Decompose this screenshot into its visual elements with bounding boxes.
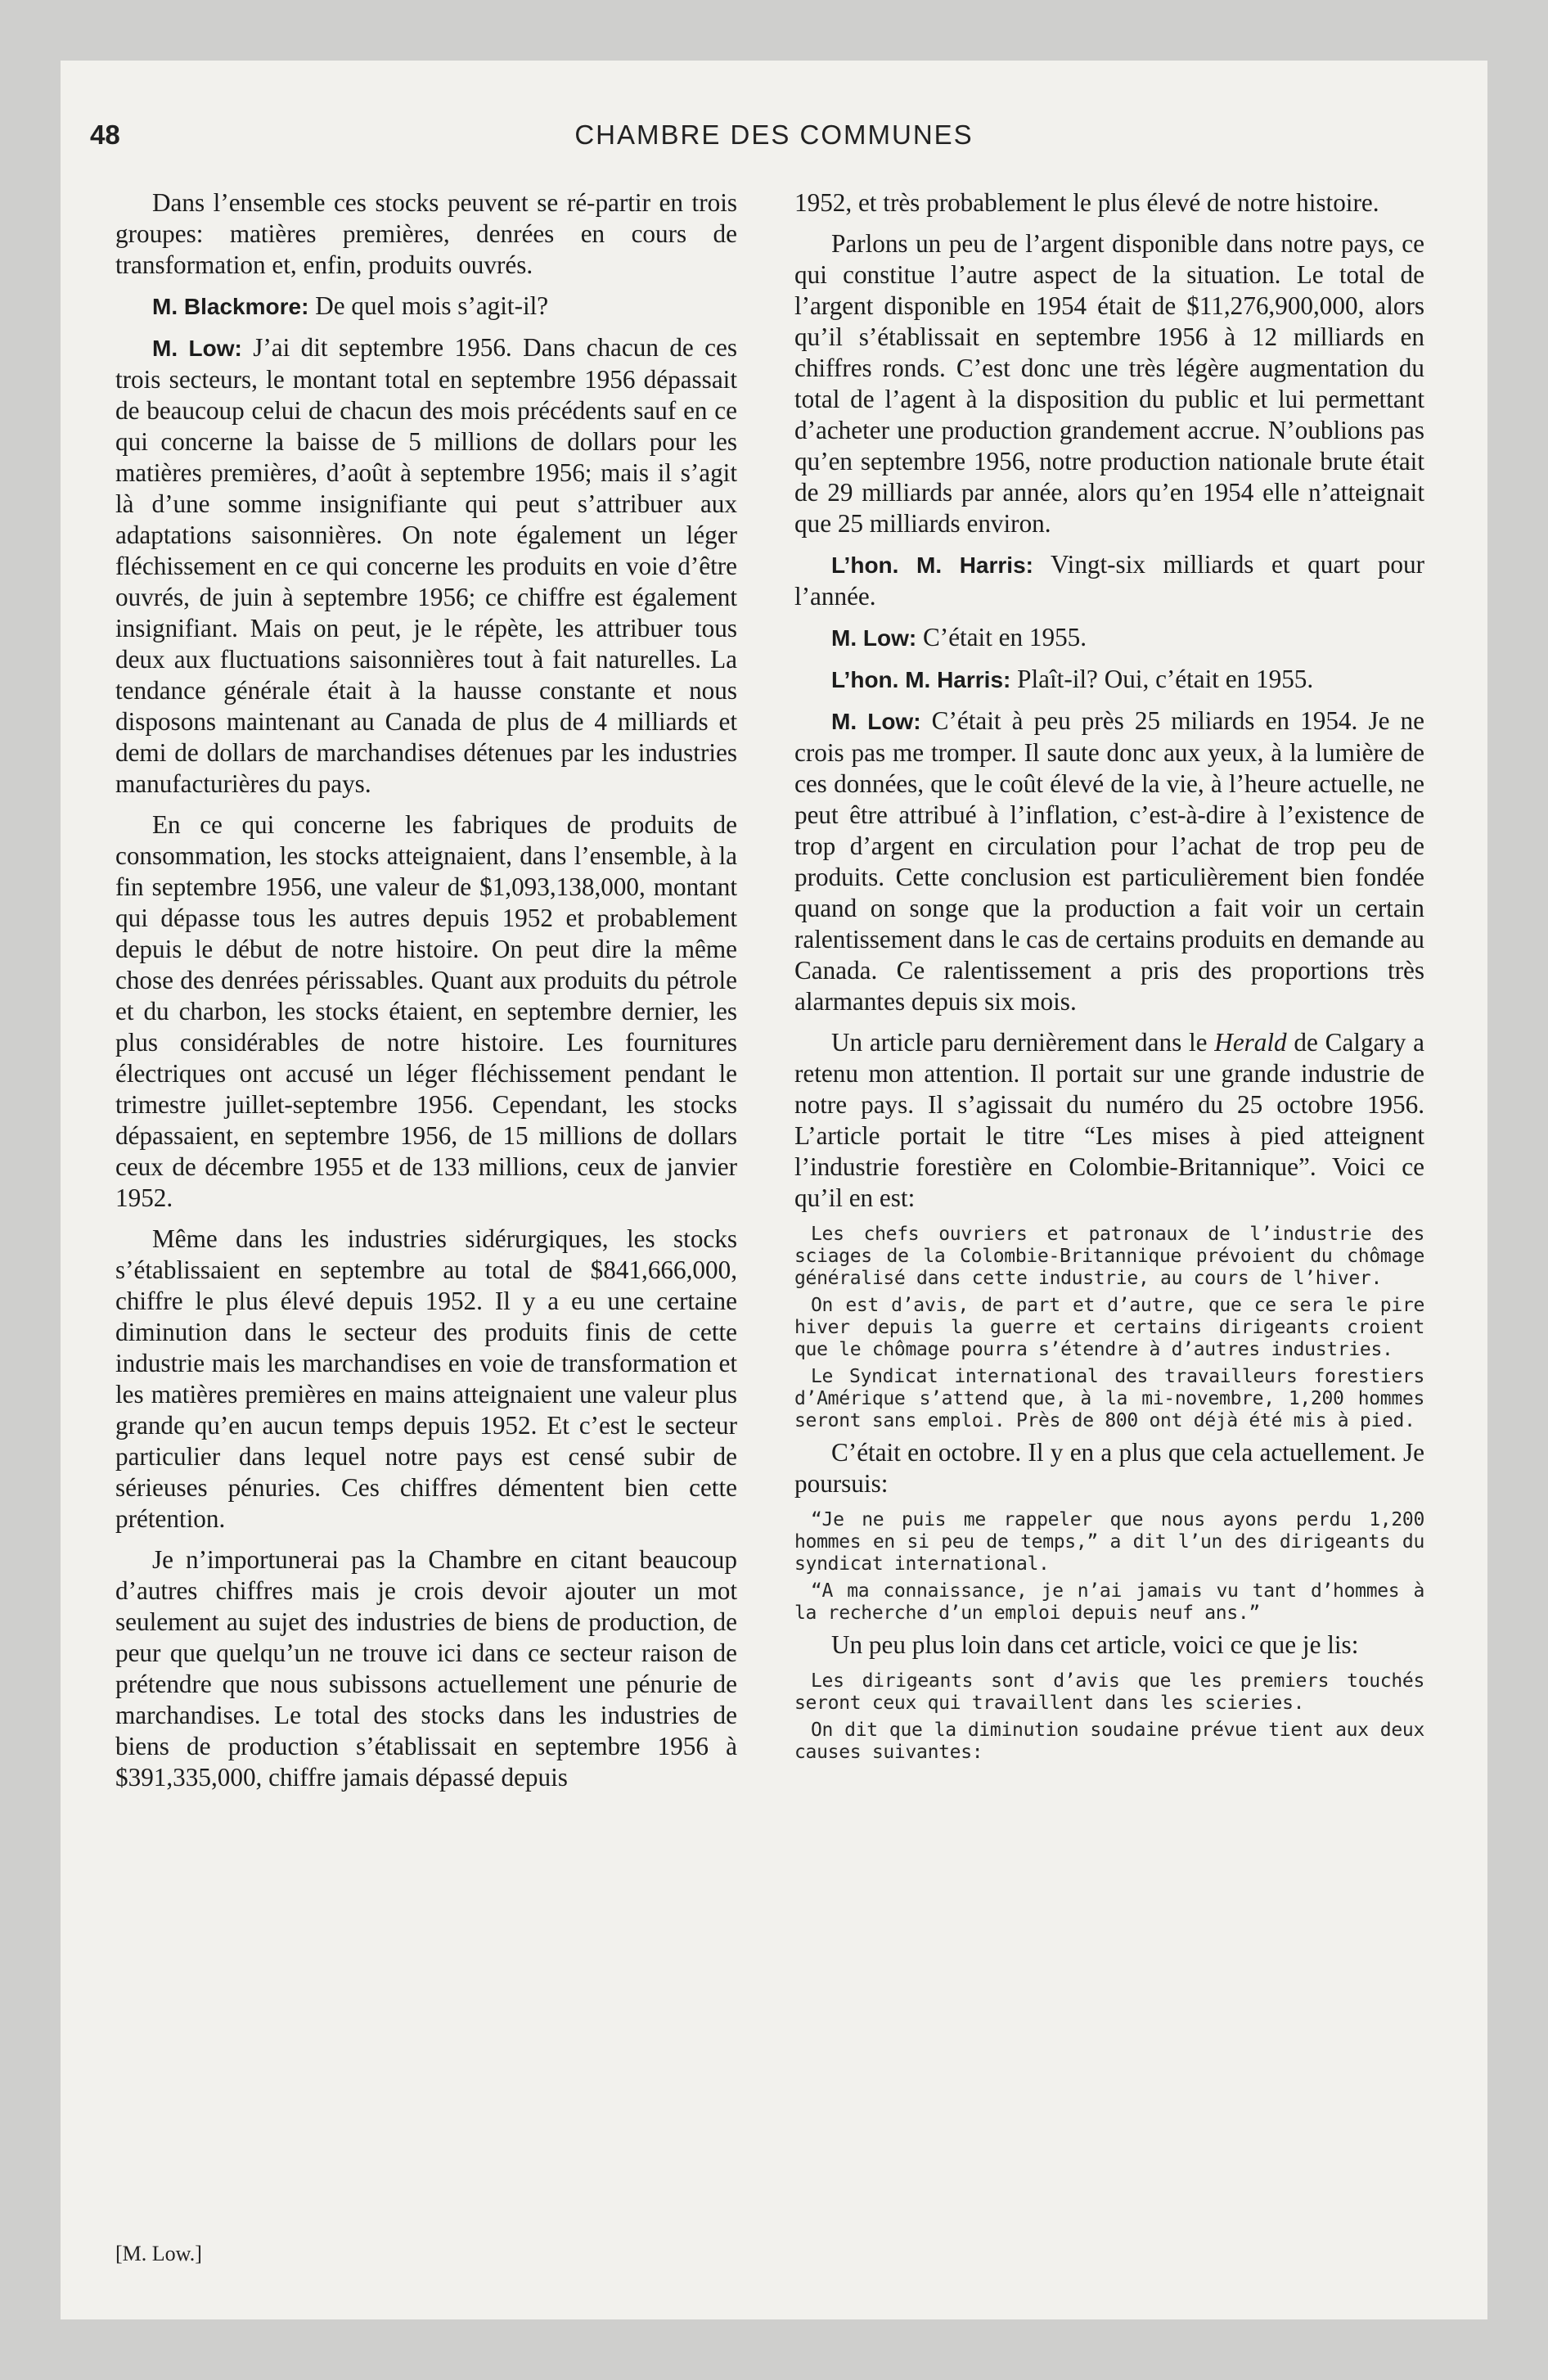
paragraph: Même dans les industries sidérurgiques, les stocks s’établissaient en septembre au total de $841,666,000, chiffre le plus élevé depuis 1952. Il y a eu une certaine diminution dans le secteur des produits finis de cette industrie mais les marchandises en voie de transformation et les matières premières en mains atteignaient une valeur plus grande qu’en aucun temps depuis 1952. Et c’est le secteur particulier dans lequel notre pays est censé subir de sérieuses pénuries. Ces chiffres démentent bien cette prétention. bbox=[115, 1224, 737, 1533]
paragraph bbox=[115, 332, 737, 800]
paragraph: Je n’importunerai pas la Chambre en citant beaucoup d’autres chiffres mais je crois devoir ajouter un mot seulement au sujet des industries de biens de production, de peur que quelqu’un ne trouve ici dans ce secteur raison de prétendre que nous subissons actuellement une pénurie de marchandises. Le total des stocks dans les industries de biens de production s’établissait en septembre 1956 à $391,335,000, chiffre jamais dépassé depuis bbox=[115, 1545, 737, 1792]
speech-text: Plaît-il? Oui, c’était en 1955. bbox=[1010, 665, 1314, 693]
speaker-footer-tag: [M. Low.] bbox=[115, 2242, 202, 2265]
quote-paragraph: On est d’avis, de part et d’autre, que ce sera le pire hiver depuis la guerre et certains dirigeants croient que le chômage pourra s’étendre à d’autres industries. bbox=[794, 1295, 1424, 1360]
page-header bbox=[61, 119, 1487, 160]
paragraph: Dans l’ensemble ces stocks peuvent se ré-partir en trois groupes: matières premières, denrées en cours de transformation et, enfin, produits ouvrés. bbox=[115, 188, 737, 279]
paragraph: Parlons un peu de l’argent disponible dans notre pays, ce qui constitue l’autre aspect de la situation. Le total de l’argent disponible en 1954 était de $11,276,900,000, alors qu’il s’établissait en septembre 1956 à 12 milliards en chiffres ronds. C’est donc une très légère augmentation du total de l’agent à la disposition du public et lui permettant d’acheter une production grandement accrue. N’oublions pas qu’en septembre 1956, notre production nationale brute était de 29 milliards par année, alors qu’en 1954 elle n’atteignait que 25 milliards environ. bbox=[794, 229, 1424, 538]
paragraph: 1952, et très probablement le plus élevé de notre histoire. bbox=[794, 188, 1379, 217]
page-number: 48 bbox=[90, 119, 120, 150]
right-column bbox=[770, 187, 1457, 1769]
document-page bbox=[61, 61, 1487, 2319]
paragraph-text: de Calgary a retenu mon attention. Il portait sur une grande industrie de notre pays. Il s’agissait du numéro du 25 octobre 1956. L’article portait le titre “Les mises à pied atteignent l’industrie forestière en Colombie-Britannique”. Voici ce qu’il en est: bbox=[794, 1028, 1424, 1212]
speaker-name: L’hon. M. Harris: bbox=[831, 667, 1011, 692]
speaker-name: M. Low: bbox=[831, 709, 921, 734]
speaker-name: M. Low: bbox=[152, 336, 242, 361]
paragraph bbox=[794, 1027, 1424, 1214]
paragraph: En ce qui concerne les fabriques de produits de consommation, les stocks atteignaient, dans l’ensemble, à la fin septembre 1956, une valeur de $1,093,138,000, montant qui dépasse tous les autres depuis 1952 et probablement depuis le début de notre histoire. On peut dire la même chose des denrées périssables. Quant aux produits du pétrole et du charbon, les stocks étaient, en septembre dernier, les plus considérables de notre histoire. Les fournitures électriques ont accusé un léger fléchissement pendant le trimestre juillet-septembre 1956. Cependant, les stocks dépassaient, en septembre 1956, de 15 millions de dollars ceux de décembre 1955 et de 133 millions, ceux de janvier 1952. bbox=[115, 810, 737, 1212]
paragraph: Un peu plus loin dans cet article, voici ce que je lis: bbox=[831, 1630, 1359, 1659]
quote-paragraph: Le Syndicat international des travailleurs forestiers d’Amérique s’attend que, à la mi-novembre, 1,200 hommes seront sans emploi. Près de 800 ont déjà été mis à pied. bbox=[794, 1366, 1424, 1431]
newspaper-title: Herald bbox=[1214, 1028, 1287, 1057]
quote-paragraph: “A ma connaissance, je n’ai jamais vu tant d’hommes à la recherche d’un emploi depuis neuf ans.” bbox=[794, 1580, 1424, 1624]
paragraph bbox=[115, 291, 737, 322]
paragraph bbox=[794, 664, 1424, 696]
quote-paragraph: On dit que la diminution soudaine prévue tient aux deux causes suivantes: bbox=[794, 1720, 1424, 1763]
speech-text: J’ai dit septembre 1956. Dans chacun de ces trois secteurs, le montant total en septembre 1956 dépassait de beaucoup celui de chacun des mois précédents sauf en ce qui concerne la baisse de 5 millions de dollars pour les matières premières, d’août à septembre 1956; mais il s’agit là d’une somme insignifiante qui peut s’attribuer aux adaptations saisonnières. On note également un léger fléchissement en ce qui concerne les produits en voie d’être ouvrés, de juin à septembre 1956; ce chiffre est également insignifiant. Mais on peut, je le répète, les attribuer tous deux aux fluctuations saisonnières tout à fait naturelles. La tendance générale était à la hausse constante et nous disposons maintenant au Canada de plus de 4 milliards et demi de dollars de marchandises détenues par les industries manufacturières du pays. bbox=[115, 333, 737, 798]
quote-paragraph: “Je ne puis me rappeler que nous ayons perdu 1,200 hommes en si peu de temps,” a dit l’un des dirigeants du syndicat international. bbox=[794, 1509, 1424, 1575]
running-head: CHAMBRE DES COMMUNES bbox=[574, 119, 974, 150]
speaker-name: M. Blackmore: bbox=[152, 294, 309, 319]
speech-text: C’était en 1955. bbox=[916, 623, 1087, 651]
left-column bbox=[91, 187, 770, 1803]
speaker-name: L’hon. M. Harris: bbox=[831, 552, 1033, 578]
paragraph-text: Un article paru dernièrement dans le bbox=[831, 1028, 1215, 1057]
paragraph bbox=[794, 549, 1424, 612]
block-quote bbox=[794, 1224, 1424, 1432]
paragraph bbox=[794, 622, 1424, 654]
block-quote bbox=[794, 1670, 1424, 1764]
paragraph: C’était en octobre. Il y en a plus que cela actuellement. Je poursuis: bbox=[794, 1438, 1424, 1498]
quote-paragraph: Les dirigeants sont d’avis que les premiers touchés seront ceux qui travaillent dans les scieries. bbox=[794, 1670, 1424, 1714]
speaker-name: M. Low: bbox=[831, 625, 917, 651]
speech-text: Vingt-six milliards et quart pour l’année. bbox=[794, 550, 1424, 611]
quote-paragraph: Les chefs ouvriers et patronaux de l’industrie des sciages de la Colombie-Britannique prévoient du chômage généralisé dans cette industrie, au cours de l’hiver. bbox=[794, 1224, 1424, 1289]
block-quote bbox=[794, 1509, 1424, 1625]
paragraph bbox=[794, 705, 1424, 1017]
speech-text: De quel mois s’agit-il? bbox=[308, 291, 549, 320]
speech-text: C’était à peu près 25 miliards en 1954. Je ne crois pas me tromper. Il saute donc aux yeux, à la lumière de ces données, que le coût élevé de la vie, à l’heure actuelle, ne peut être attribué à l’inflation, c’est-à-dire à l’existence de trop d’argent en circulation pour l’achat de trop peu de produits. Cette conclusion est particulièrement bien fondée quand on songe que la production a fait voir un certain ralentissement dans le cas de certains produits en demande au Canada. Ce ralentissement a pris des proportions très alarmantes depuis six mois. bbox=[794, 706, 1424, 1016]
